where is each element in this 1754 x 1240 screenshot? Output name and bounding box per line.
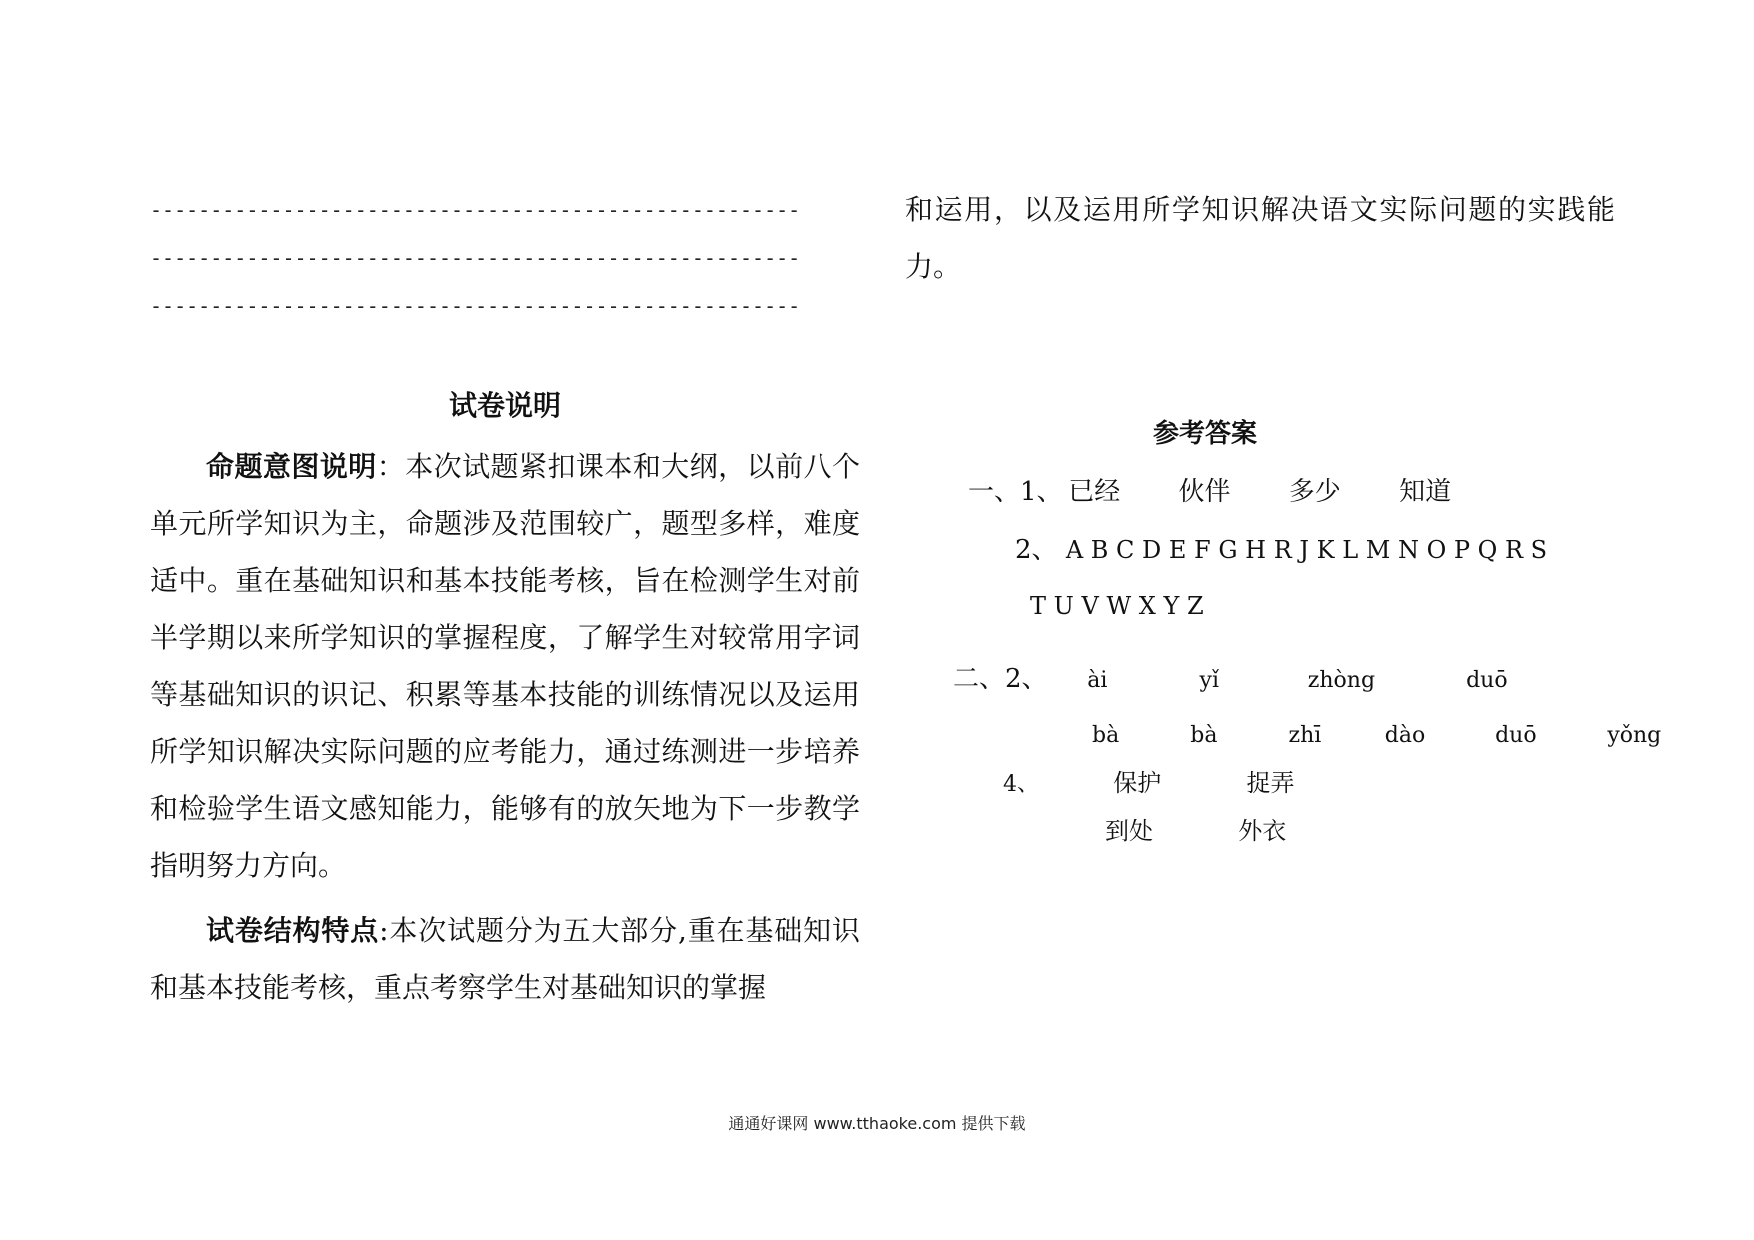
pinyin-item: ài xyxy=(1087,668,1108,693)
answer-word: 外衣 xyxy=(1238,817,1287,845)
answer-word: 捉弄 xyxy=(1246,769,1295,797)
pinyin-item: yǐ xyxy=(1199,668,1219,693)
pinyin-item: zhòng xyxy=(1307,668,1376,693)
answer-q1-2-row xyxy=(1015,530,1547,570)
pinyin-item: bà xyxy=(1092,723,1120,748)
dashed-line-1: ------------------------------------------------------ xyxy=(150,200,801,220)
structure-lead: 试卷结构特点 xyxy=(206,914,380,947)
answer-q1-row xyxy=(968,472,1451,512)
page-footer: 通通好课网 www.tthaoke.com 提供下载 xyxy=(728,1114,1026,1133)
explanation-title: 试卷说明 xyxy=(448,389,561,422)
structure-body: :本次试题分为五大部分,重在基础知识和基本技能考核，重点考察学生对基础知识的掌握 xyxy=(150,914,860,1004)
intent-paragraph xyxy=(150,438,860,894)
pinyin-item: duō xyxy=(1466,668,1508,693)
answer-q4-row-2 xyxy=(1105,811,1286,851)
answers-title: 参考答案 xyxy=(1152,419,1257,449)
pinyin-item: duō xyxy=(1495,723,1537,748)
answer-word: 多少 xyxy=(1288,477,1341,507)
answer-word: 到处 xyxy=(1105,817,1153,845)
answer-word: 知道 xyxy=(1399,477,1452,507)
answer-q1-label: 一、1、 xyxy=(968,477,1063,507)
dashed-line-2: ------------------------------------------------------ xyxy=(150,248,801,268)
answer-word: 已经 xyxy=(1068,477,1121,507)
answer-q2-row xyxy=(953,659,1508,701)
pinyin-item: zhī xyxy=(1288,723,1322,748)
pinyin-item: dào xyxy=(1384,723,1426,748)
structure-continuation: 和运用，以及运用所学知识解决语文实际问题的实践能力。 xyxy=(905,193,1615,283)
alphabet-line-2-row xyxy=(1030,586,1204,626)
answer-word: 保护 xyxy=(1113,769,1162,797)
continuation-section xyxy=(905,181,1625,295)
structure-paragraph xyxy=(150,902,860,1016)
alphabet-line-1: A B C D E F G H R J K L M N O P Q R S xyxy=(1065,536,1548,564)
answer-word: 伙伴 xyxy=(1178,477,1231,507)
answer-q4-label: 4、 xyxy=(1003,772,1039,797)
intent-lead: 命题意图说明 xyxy=(206,450,377,483)
pinyin-item: bà xyxy=(1190,723,1218,748)
dashed-line-3: ------------------------------------------------------ xyxy=(150,296,801,316)
intent-body: ：本次试题紧扣课本和大纲，以前八个单元所学知识为主，命题涉及范围较广，题型多样，难度适中。重在基础知识和基本技能考核，旨在检测学生对前半学期以来所学知识的掌握程度，了解学生对较常用字词等基础知识的识记、积累等基本技能的训练情况以及运用所学知识解决实际问题的应考能力，通过练测进一步培养和检验学生语文感知能力，能够有的放矢地为下一步教学指明努力方向。 xyxy=(150,450,860,882)
answer-q1-2-label: 2、 xyxy=(1015,535,1058,565)
alphabet-line-2: T U V W X Y Z xyxy=(1030,592,1204,620)
pinyin-item: yǒng xyxy=(1607,723,1662,748)
answer-q2-row-2 xyxy=(1092,714,1661,756)
answer-q2-label: 二、2、 xyxy=(953,664,1048,694)
answer-q4-row-1 xyxy=(1003,763,1295,805)
explanation-section xyxy=(150,386,860,1016)
